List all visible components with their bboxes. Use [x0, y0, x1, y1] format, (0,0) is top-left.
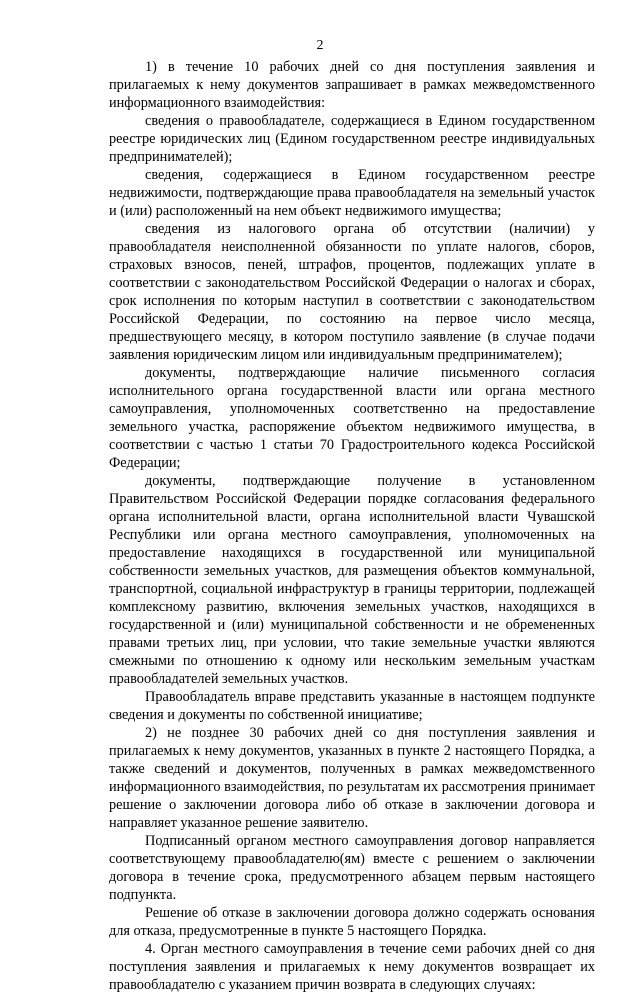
- paragraph-10: Решение об отказе в заключении договора должно содержать основания для отказа, предусмотренные в пункте 5 настоящего Порядка.: [109, 905, 595, 939]
- document-body: [109, 58, 595, 994]
- paragraph-7: Правообладатель вправе представить указанные в настоящем подпункте сведения и документы по собственной инициативе;: [109, 689, 595, 723]
- paragraph-5: документы, подтверждающие наличие письменного согласия исполнительного органа государственной власти или органа местного самоуправления, уполномоченных соответственно на предоставление земельного участка, распоряжение объектом недвижимого имущества, в соответствии с частью 1 статьи 70 Градостроительного кодекса Российской Федерации;: [109, 365, 595, 471]
- paragraph-4: сведения из налогового органа об отсутствии (наличии) у правообладателя неисполненной обязанности по уплате налогов, сборов, страховых взносов, пеней, штрафов, процентов, подлежащих уплате в соответствии с законодательством Российской Федерации о налогах и сборах, срок исполнения по которым наступил в соответствии с законодательством Российской Федерации, по состоянию на первое число месяца, предшествующего месяцу, в котором поступило заявление (в случае подачи заявления юридическим лицом или индивидуальным предпринимателем);: [109, 221, 595, 363]
- paragraph-9: Подписанный органом местного самоуправления договор направляется соответствующему правообладателю(ям) вместе с решением о заключении договора в течение срока, предусмотренного абзацем первым настоящего подпункта.: [109, 833, 595, 903]
- paragraph-6: документы, подтверждающие получение в установленном Правительством Российской Федерации порядке согласования федерального органа исполнительной власти, органа исполнительной власти Чувашской Республики или органа местного самоуправления, уполномоченных на предоставление находящихся в государственной или муниципальной собственности земельных участков, для размещения объектов коммунальной, транспортной, социальной инфраструктур в границы территории, подлежащей комплексному развитию, включения земельных участков, находящихся в государственной и (или) муниципальной собственности и не обремененных правами третьих лиц, при условии, что такие земельные участки являются смежными по отношению к одному или нескольким земельным участкам правообладателей земельных участков.: [109, 473, 595, 687]
- paragraph-11: 4. Орган местного самоуправления в течение семи рабочих дней со дня поступления заявления и прилагаемых к нему документов возвращает их правообладателю с указанием причин возврата в следующих случаях:: [109, 941, 595, 993]
- paragraph-2: сведения о правообладателе, содержащиеся в Едином государственном реестре юридических лиц (Едином государственном реестре индивидуальных предпринимателей);: [109, 113, 595, 165]
- paragraph-1: 1) в течение 10 рабочих дней со дня поступления заявления и прилагаемых к нему документов запрашивает в рамках межведомственного информационного взаимодействия:: [109, 59, 595, 111]
- page-number: 2: [316, 38, 324, 53]
- paragraph-3: сведения, содержащиеся в Едином государственном реестре недвижимости, подтверждающие права правообладателя на земельный участок и (или) расположенный на нем объект недвижимого имущества;: [109, 167, 595, 219]
- paragraph-8: 2) не позднее 30 рабочих дней со дня поступления заявления и прилагаемых к нему документов, указанных в пункте 2 настоящего Порядка, а также сведений и документов, полученных в рамках межведомственного информационного взаимодействия, по результатам их рассмотрения принимает решение о заключении договора либо об отказе в заключении договора и направляет указанное решение заявителю.: [109, 725, 595, 831]
